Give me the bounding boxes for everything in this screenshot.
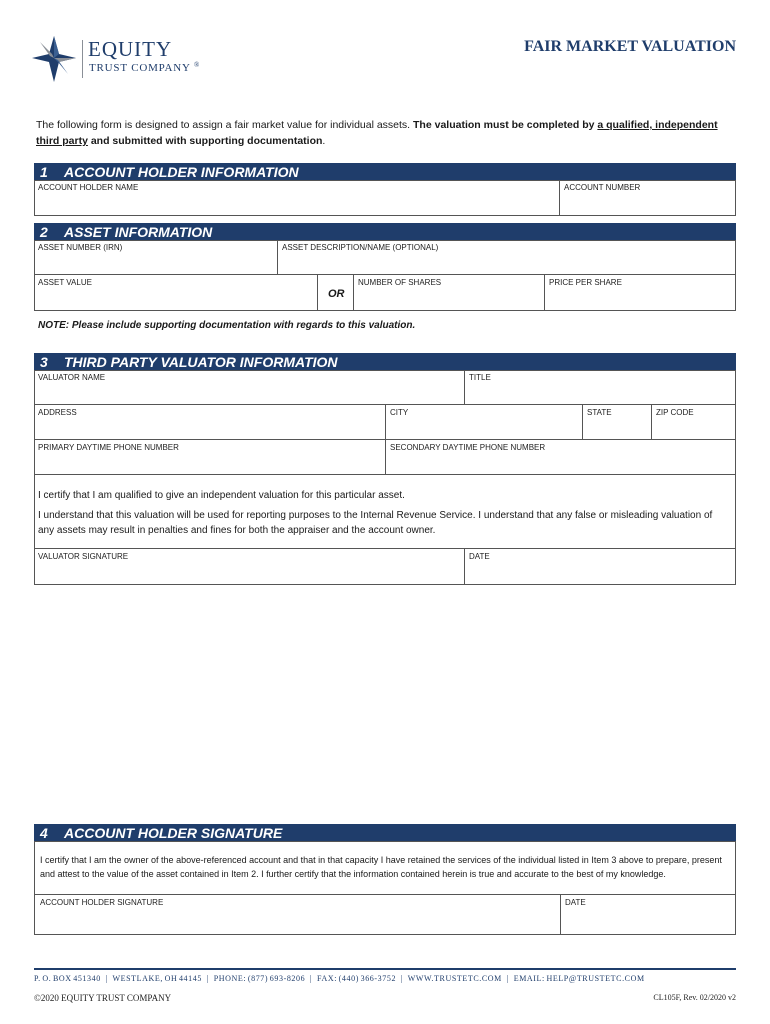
section2-number: 2 [40,224,48,240]
footer-contact: P. O. BOX 451340 | WESTLAKE, OH 44145 | PHONE: (877) 693-8206 | FAX: (440) 366-3752 | WWW.TRUSTETC.COM | EMAIL: HELP@TRUSTETC.COM [34,974,645,983]
valuator-date-field[interactable]: DATE [469,552,490,561]
section3-number: 3 [40,354,48,370]
section2-divider-b [317,275,318,311]
section4-number: 4 [40,825,48,841]
company-logo [30,34,210,84]
primary-phone-field[interactable]: PRIMARY DAYTIME PHONE NUMBER [38,443,179,452]
valuator-signature-field[interactable]: VALUATOR SIGNATURE [38,552,129,561]
section1-title: ACCOUNT HOLDER INFORMATION [64,164,299,180]
asset-number-field[interactable]: ASSET NUMBER (IRN) [38,243,123,252]
intro-part1: The following form is designed to assign a fair market value for individual assets. [36,119,414,131]
state-field[interactable]: STATE [587,408,612,417]
logo-line2: TRUST COMPANY [89,62,191,74]
section2-header [34,223,736,241]
section2-title: ASSET INFORMATION [64,224,213,240]
zip-field[interactable]: ZIP CODE [656,408,694,417]
secondary-phone-field[interactable]: SECONDARY DAYTIME PHONE NUMBER [390,443,546,452]
number-of-shares-field[interactable]: NUMBER OF SHARES [358,278,442,287]
asset-value-field[interactable]: ASSET VALUE [38,278,92,287]
valuator-cert-2: I understand that this valuation will be used for reporting purposes to the Internal Revenue Service. I understand that any false or misleading valuation of any assets may result in penalties and fines for both the appraiser and the account owner. [38,510,713,536]
city-field[interactable]: CITY [390,408,409,417]
intro-part5: . [322,135,326,147]
intro-part4: and submitted with supporting documentation [87,135,323,147]
footer-form-id: CL105F, Rev. 02/2020 v2 [653,993,736,1002]
account-holder-name-field[interactable]: ACCOUNT HOLDER NAME [38,183,139,192]
section3-row3 [34,474,736,475]
section1-number: 1 [40,164,48,180]
section3-header [34,353,736,371]
valuator-name-field[interactable]: VALUATOR NAME [38,373,106,382]
section4-title: ACCOUNT HOLDER SIGNATURE [64,825,283,841]
footer-copyright: ©2020 EQUITY TRUST COMPANY [34,993,172,1003]
price-per-share-field[interactable]: PRICE PER SHARE [549,278,622,287]
account-holder-date-field[interactable]: DATE [565,898,586,907]
section3-title: THIRD PARTY VALUATOR INFORMATION [64,354,338,370]
account-number-field[interactable]: ACCOUNT NUMBER [564,183,641,192]
logo-registered: ® [194,61,200,69]
supporting-doc-note: NOTE: Please include supporting documentation with regards to this valuation. [38,320,416,331]
logo-line1: EQUITY [88,37,173,61]
intro-part3: a qualified, independent third party [36,119,718,147]
intro-part2: The valuation must be completed by [413,119,598,131]
logo-divider [82,40,83,78]
address-field[interactable]: ADDRESS [38,408,77,417]
valuator-cert-1: I certify that I am qualified to give an independent valuation for this particular asset. [38,490,405,501]
section4-header [34,824,736,842]
account-holder-cert: I certify that I am the owner of the above-referenced account and that in that capacity I have retained the services of the individual listed in Item 3 above to prepare, present and attest to the value of the asset contained in Item 2. I further certify that the information contained herein is true and accurate to the best of my knowledge. [40,855,722,879]
section1-header [34,163,736,181]
valuator-title-field[interactable]: TITLE [469,373,491,382]
asset-description-field[interactable]: ASSET DESCRIPTION/NAME (OPTIONAL) [282,243,439,252]
footer-rule [34,968,736,970]
page-title: FAIR MARKET VALUATION [524,38,736,55]
or-label: OR [328,288,345,300]
intro-text [36,117,726,149]
star-logo-icon [30,34,78,84]
account-holder-signature-field[interactable]: ACCOUNT HOLDER SIGNATURE [40,898,164,907]
